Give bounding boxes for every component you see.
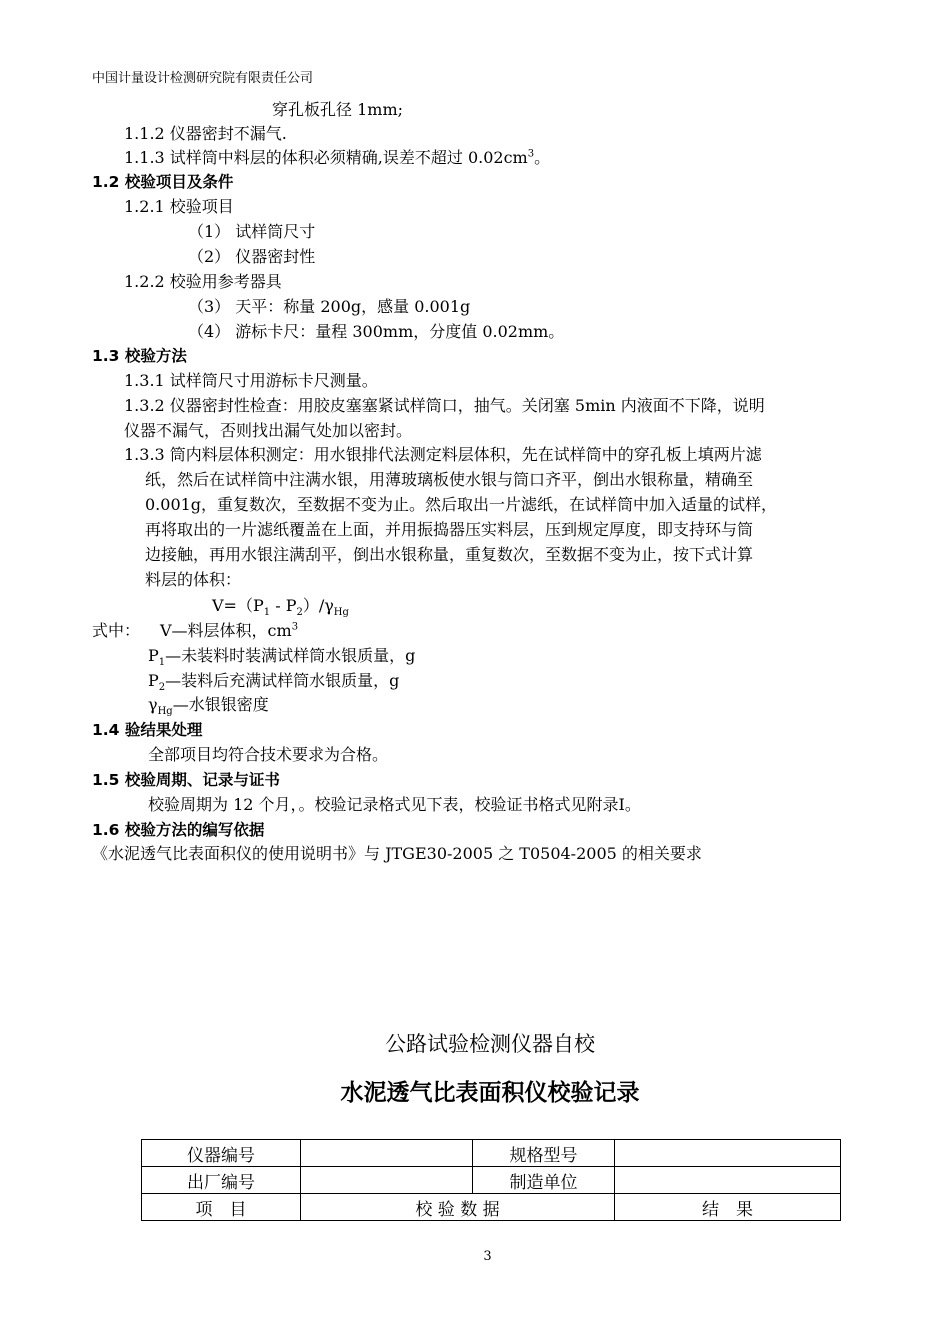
subheading-1-2-1: 1.2.1 校验项目	[124, 197, 234, 216]
definition-gamma: $\gamma_{Hg}—$水银银密度	[148, 695, 269, 718]
paragraph-1-3-3-line: 0.001g，重复数次，至数据不变为止。然后取出一片滤纸，在试样筒中加入适量的试样，	[145, 495, 778, 514]
paragraph-1-3-2-line: 仪器不漏气，否则找出漏气处加以密封。	[124, 421, 413, 440]
paragraph-1-3-2-line: 1.3.2 仪器密封性检查：用胶皮塞塞紧试样筒口，抽气。关闭塞 5min 内液面不下降，说明	[124, 396, 765, 415]
spec-hole-diameter: 穿孔板孔径 1mm;	[272, 100, 404, 119]
heading-1-3: 1.3 校验方法	[92, 347, 187, 365]
table-header-item: 项 目	[142, 1194, 301, 1221]
table-cell-value	[615, 1167, 841, 1194]
table-row	[142, 1194, 841, 1221]
paragraph-1-5: 校验周期为 12 个月，。校验记录格式见下表，校验证书格式见附录Ⅰ。	[148, 795, 641, 814]
paragraph-1-3-3-line: 料层的体积：	[145, 570, 242, 589]
paragraph-1-4: 全部项目均符合技术要求为合格。	[148, 745, 389, 764]
table-row	[142, 1140, 841, 1167]
paragraph-1-6: 《水泥透气比表面积仪的使用说明书》与 JTGE30-2005 之 T0504-2005 的相关要求	[92, 844, 702, 863]
table-cell-label: 仪器编号	[142, 1140, 301, 1167]
definition-p1: $P_1—$未装料时装满试样筒水银质量，g	[148, 646, 416, 669]
record-title: 水泥透气比表面积仪校验记录	[340, 1080, 640, 1106]
record-subtitle: 公路试验检测仪器自校	[385, 1032, 595, 1056]
spec-1-1-3: 1.1.3 试样筒中料层的体积必须精确,误差不超过 $0.02cm^3$。	[124, 148, 551, 167]
table-header-result: 结 果	[615, 1194, 841, 1221]
page-number: 3	[483, 1249, 492, 1264]
heading-1-4: 1.4 验结果处理	[92, 721, 203, 739]
table-cell-label: 出厂编号	[142, 1167, 301, 1194]
list-item: （1） 试样筒尺寸	[188, 222, 316, 241]
table-header-data: 校 验 数 据	[301, 1194, 615, 1221]
paragraph-1-3-1: 1.3.1 试样筒尺寸用游标卡尺测量。	[124, 371, 378, 390]
spec-1-1-2: 1.1.2 仪器密封不漏气.	[124, 124, 287, 143]
calibration-record-table	[141, 1139, 841, 1221]
heading-1-5: 1.5 校验周期、记录与证书	[92, 771, 280, 789]
table-cell-label: 规格型号	[473, 1140, 615, 1167]
volume-formula: $V=(P_1 - P_2)/\gamma_{Hg}$	[212, 596, 349, 619]
list-item: （2） 仪器密封性	[188, 247, 316, 266]
table-cell-label: 制造单位	[473, 1167, 615, 1194]
table-cell-value	[615, 1140, 841, 1167]
table-cell-value	[301, 1167, 473, 1194]
table-cell-value	[301, 1140, 473, 1167]
paragraph-1-3-3-line: 边接触，再用水银注满刮平，倒出水银称量，重复数次，至数据不变为止，按下式计算	[145, 545, 754, 564]
definition-p2: $P_2—$装料后充满试样筒水银质量，g	[148, 671, 400, 694]
list-item: （4） 游标卡尺：量程 300mm，分度值 0.02mm。	[188, 322, 565, 341]
list-item: （3） 天平：称量 200g，感量 0.001g	[188, 297, 471, 316]
heading-1-2: 1.2 校验项目及条件	[92, 173, 234, 191]
paragraph-1-3-3-line: 再将取出的一片滤纸覆盖在上面，并用振捣器压实料层，压到规定厚度，即支持环与筒	[145, 520, 754, 539]
table-row	[142, 1167, 841, 1194]
company-header: 中国计量设计检测研究院有限责任公司	[92, 71, 314, 86]
paragraph-1-3-3-line: 纸，然后在试样筒中注满水银，用薄玻璃板使水银与筒口齐平，倒出水银称量，精确至	[145, 470, 754, 489]
paragraph-1-3-3-line: 1.3.3 筒内料层体积测定：用水银排代法测定料层体积，先在试样筒中的穿孔板上填两片滤	[124, 445, 762, 464]
where-label: 式中：	[92, 621, 141, 640]
subheading-1-2-2: 1.2.2 校验用参考器具	[124, 272, 282, 291]
heading-1-6: 1.6 校验方法的编写依据	[92, 821, 265, 839]
definition-v: V—料层体积，$cm^3$	[160, 621, 299, 640]
